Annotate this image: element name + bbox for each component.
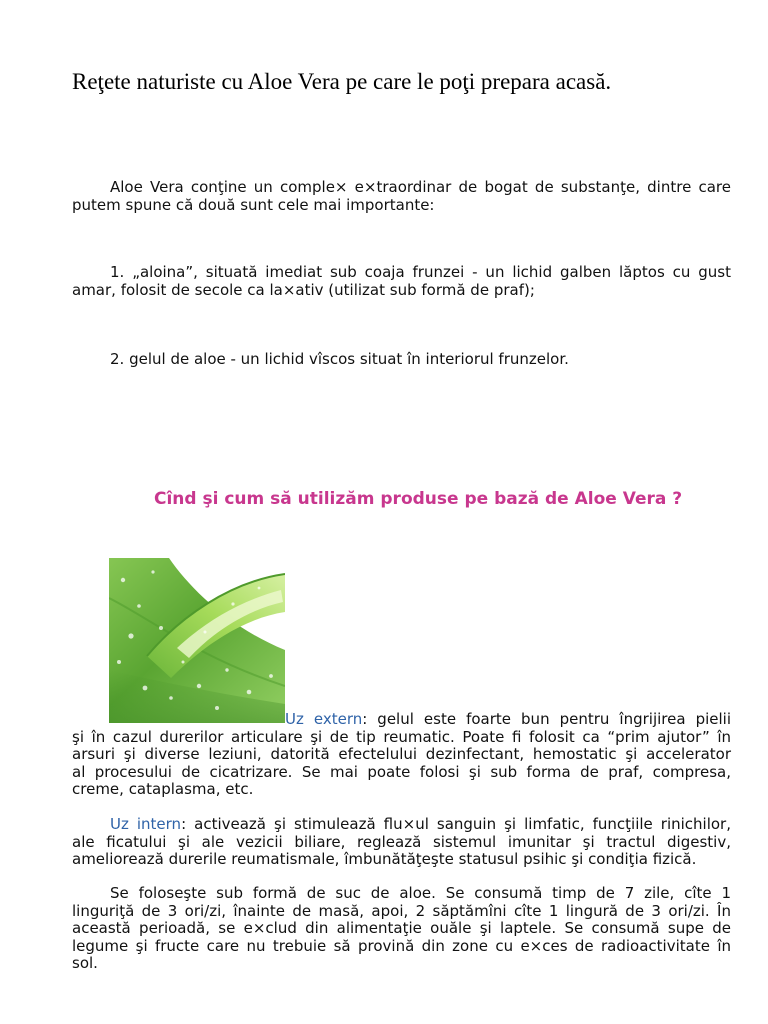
section-heading: Cînd şi cum să utilizăm produse pe bază de Aloe Vera ?	[154, 489, 683, 509]
water-droplet	[225, 668, 228, 671]
aloe-vera-image	[109, 558, 285, 723]
text-fragment: : activează şi stimulează flu×ul sanguin şi limfatic, funcţiile rinichilor,	[181, 815, 731, 833]
text-line: amar, folosit de secole ca la×ativ (utilizat sub formă de praf);	[72, 280, 535, 299]
water-droplet	[182, 661, 185, 664]
document-title: Reţete naturiste cu Aloe Vera pe care le poţi prepara acasă.	[72, 69, 612, 94]
text-line: şi în cazul durerilor articulare şi de tip reumatic. Poate fi folosit ca “prim ajutor” în	[72, 727, 731, 746]
water-droplet	[128, 633, 133, 638]
text-line: 1. „aloina”, situată imediat sub coaja frunzei - un lichid galben lăptos cu gust	[110, 263, 731, 281]
water-droplet	[169, 696, 173, 700]
text-line: creme, cataplasma, etc.	[72, 780, 254, 798]
dosage-paragraph	[72, 885, 731, 973]
water-droplet	[117, 660, 121, 664]
text-line: legume şi fructe care nu trebuie să provină din zone cu e×ces de radioactivitate în	[72, 936, 731, 955]
text-line: ameliorează durerile reumatismale, îmbunătăţeşte statusul psihic şi condiţia fizică.	[72, 850, 697, 868]
water-droplet	[204, 631, 207, 634]
text-line: arsuri şi diverse leziuni, datorită efectelului dezinfectant, hemostatic şi accelerator	[72, 745, 731, 763]
internal-use-paragraph	[72, 816, 731, 869]
aloe-vera-illustration	[109, 558, 285, 723]
internal-use-label: Uz intern	[110, 815, 182, 833]
water-droplet	[159, 626, 163, 630]
text-line: linguriţă de 3 ori/zi, înainte de masă, apoi, 2 săptămîni cîte 1 lingură de 3 ori/zi. În	[72, 901, 731, 920]
text-line: 2. gelul de aloe - un lichid vîscos situat în interiorul frunzelor.	[110, 350, 569, 368]
text-line: Aloe Vera conţine un comple× e×traordinar de bogat de substanţe, dintre care	[110, 178, 731, 196]
component-item-gel	[72, 351, 731, 369]
text-line: Se foloseşte sub formă de suc de aloe. Se consumă timp de 7 zile, cîte 1	[110, 884, 731, 902]
water-droplet	[143, 686, 148, 691]
water-droplet	[258, 587, 261, 590]
water-droplet	[197, 684, 201, 688]
water-droplet	[151, 570, 154, 573]
text-line	[72, 711, 731, 729]
water-droplet	[137, 604, 141, 608]
water-droplet	[247, 690, 252, 695]
text-line	[72, 816, 731, 834]
text-line: putem spune că două sunt cele mai importante:	[72, 195, 435, 214]
water-droplet	[269, 674, 273, 678]
water-droplet	[231, 602, 234, 605]
text-line: sol.	[72, 954, 98, 972]
external-use-paragraph	[72, 711, 731, 799]
text-fragment: : gelul este foarte bun pentru îngrijirea pielii	[362, 710, 731, 728]
text-line: al procesului de cicatrizare. Se mai poate folosi şi sub forma de praf, compresa,	[72, 762, 731, 781]
text-line: ale ficatului şi ale vezicii biliare, reglează sistemul imunitar şi tractul digestiv,	[72, 832, 731, 851]
external-use-label: Uz extern	[285, 710, 363, 728]
text-line: această perioadă, se e×clud din alimentaţie ouăle şi laptele. Se consumă supe de	[72, 919, 731, 937]
water-droplet	[121, 578, 125, 582]
intro-paragraph	[72, 179, 731, 214]
water-droplet	[215, 706, 219, 710]
component-item-aloina	[72, 264, 731, 299]
